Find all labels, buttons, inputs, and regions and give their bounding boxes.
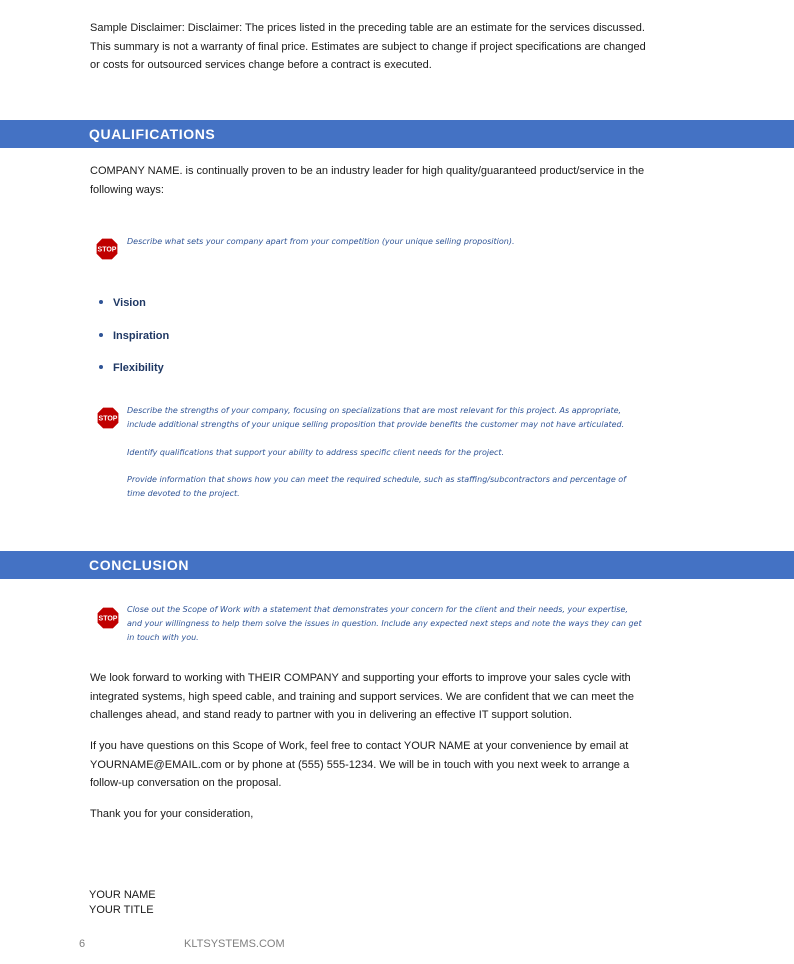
- bullet-item-flexibility: Flexibility: [99, 361, 164, 375]
- qualifications-note-schedule: Provide information that shows how you can meet the required schedule, such as staffing/subcontractors and percentage of time devoted to the project.: [127, 475, 626, 498]
- bullet-dot: [99, 333, 103, 337]
- stop-sign-label: STOP: [98, 415, 118, 423]
- footer-page-number: 6: [79, 938, 86, 950]
- stop-sign-icon: [96, 606, 120, 630]
- bullet-dot: [99, 300, 103, 304]
- qualifications-heading-band: [0, 120, 794, 148]
- conclusion-thanks: Thank you for your consideration,: [90, 808, 254, 820]
- conclusion-paragraph-2: If you have questions on this Scope of Work, feel free to contact YOUR NAME at your convenience by email at YOURNAME@EMAIL.com or by phone at (555) 555-1234. We will be in touch with you next week to arrange a follow-up conversation on the proposal.: [90, 740, 630, 789]
- footer-website: KLTSYSTEMS.COM: [184, 938, 285, 950]
- bullet-dot: [99, 365, 103, 369]
- stop-sign-label: STOP: [98, 615, 118, 623]
- qualifications-note-strengths: Describe the strengths of your company, focusing on specializations that are most relevant for this project. As appropriate, include additional strengths of your unique selling proposition that provide benefits the customer may not have articulated.: [127, 406, 625, 429]
- conclusion-paragraph-1: We look forward to working with THEIR COMPANY and supporting your efforts to improve your sales cycle with integrated systems, high speed cable, and training and support services. We are confident that we can meet the challenges ahead, and stand ready to partner with you in delivering an effective IT support solution.: [90, 672, 635, 721]
- qualifications-heading: QUALIFICATIONS: [89, 126, 216, 142]
- conclusion-note: Close out the Scope of Work with a statement that demonstrates your concern for the client and their needs, your expertise, and your willingness to help them solve the issues in question. Include any expected next steps and note the ways they can get in touch with you.: [127, 605, 642, 642]
- stop-sign-label: STOP: [97, 246, 117, 254]
- conclusion-heading: CONCLUSION: [89, 557, 190, 573]
- bullet-item-vision: Vision: [99, 296, 146, 310]
- disclaimer-text: Sample Disclaimer: Disclaimer: The prices listed in the preceding table are an estimate for the services discussed. This summary is not a warranty of final price. Estimates are subject to change if project specifications are changed or costs for outsourced services change before a contract is executed.: [90, 22, 646, 71]
- signature-title: YOUR TITLE: [89, 904, 154, 916]
- qualifications-note-usp: Describe what sets your company apart from your competition (your unique selling proposition).: [127, 237, 515, 246]
- bullet-item-inspiration: Inspiration: [99, 329, 169, 343]
- stop-sign-icon: [95, 237, 119, 261]
- stop-sign-icon: [96, 406, 120, 430]
- conclusion-heading-band: [0, 551, 794, 579]
- qualifications-note-client-needs: Identify qualifications that support your ability to address specific client needs for the project.: [127, 448, 505, 457]
- qualifications-intro: COMPANY NAME. is continually proven to be an industry leader for high quality/guaranteed product/service in the following ways:: [90, 165, 645, 196]
- signature-name: YOUR NAME: [89, 889, 156, 901]
